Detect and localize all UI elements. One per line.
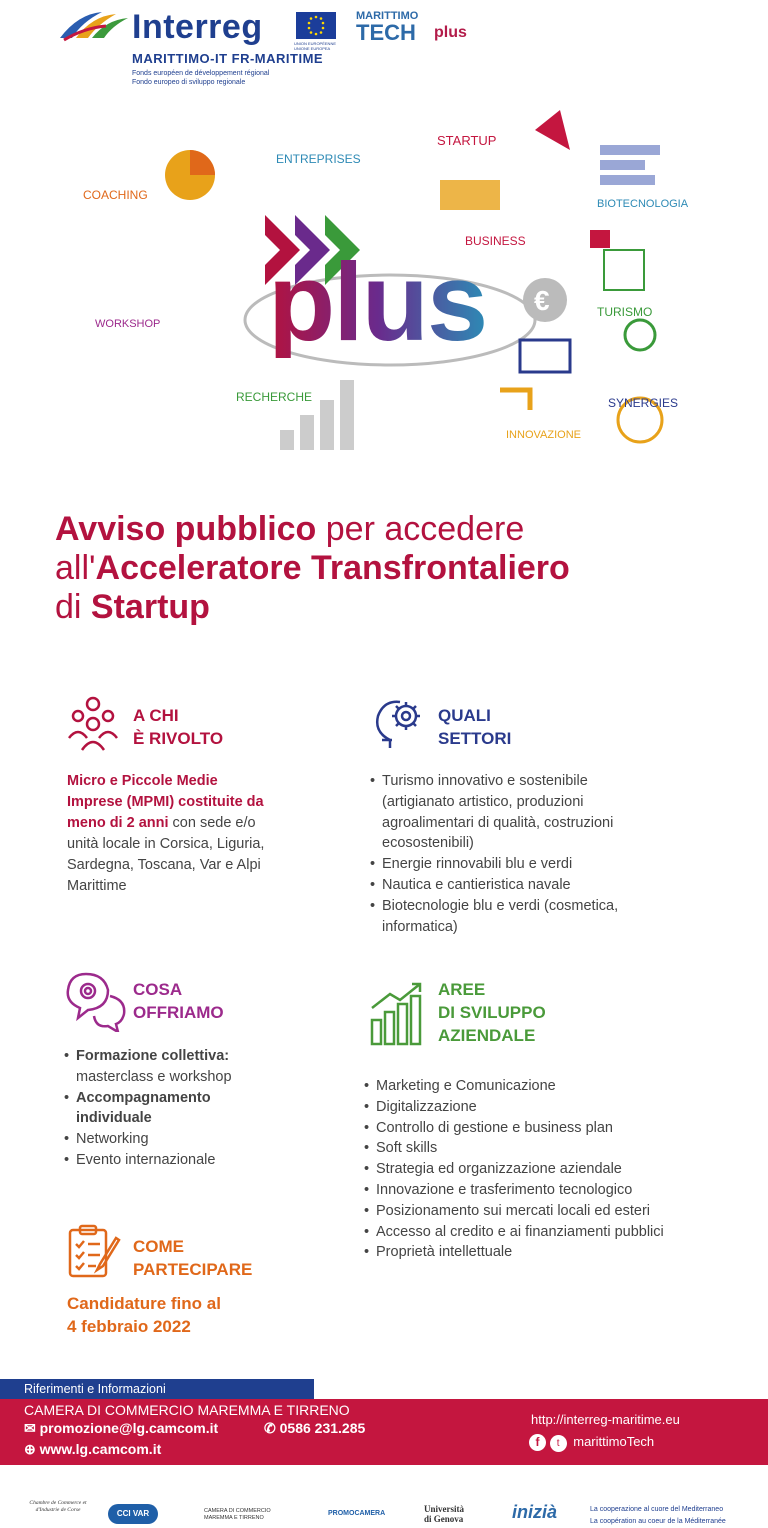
aree-heading-1: AREE: [438, 980, 486, 999]
aree-heading-3: AZIENDALE: [438, 1026, 536, 1045]
list-item: [64, 1088, 284, 1130]
logo-cci-var: CCI VAR: [108, 1504, 158, 1524]
title-bold-3: Startup: [90, 588, 210, 626]
partecipare-heading-1: COME: [133, 1237, 184, 1256]
aree-heading: [438, 978, 546, 1047]
marittimo-label: MARITTIMO: [356, 10, 419, 22]
list-item: • Strategia ed organizzazione aziendale: [364, 1159, 724, 1180]
hero-word-synergies: SYNERGIES: [608, 396, 679, 410]
chi-heading-1: A CHI: [133, 706, 179, 725]
title-bold-1: Avviso pubblico: [55, 510, 317, 548]
page-title: [55, 510, 745, 627]
settori-heading-2: SETTORI: [438, 729, 512, 748]
list-item: • Evento internazionale: [64, 1150, 284, 1171]
list-item: • Innovazione e trasferimento tecnologico: [364, 1180, 724, 1201]
social-row[interactable]: [529, 1434, 654, 1452]
offriamo-heading-2: OFFRIAMO: [133, 1003, 224, 1022]
list-item: • Digitalizzazione: [364, 1097, 724, 1118]
unige-line-1: Università: [424, 1504, 464, 1514]
deadline-line-1: Candidature fino al: [67, 1294, 221, 1313]
aree-heading-2: DI SVILUPPO: [438, 1003, 546, 1022]
title-pre-3: di: [55, 588, 91, 626]
list-item: • Energie rinnovabili blu e verdi: [370, 854, 640, 875]
logo-camcom: CAMERA DI COMMERCIO MAREMMA E TIRRENO: [204, 1508, 271, 1521]
hero-euro-sign: €: [534, 285, 550, 316]
fund-it: Fondo europeo di sviluppo regionale: [132, 79, 246, 86]
hero-word-startup: STARTUP: [437, 133, 497, 148]
offriamo-heading: [133, 978, 224, 1024]
email-row[interactable]: [24, 1420, 218, 1437]
hero-word-biotecnologia: BIOTECNOLOGIA: [597, 198, 689, 210]
deadline: [67, 1292, 221, 1338]
eu-flag: [296, 12, 336, 39]
offriamo-item1-bold: Formazione collettiva:: [76, 1048, 230, 1064]
mail-icon: ✉: [24, 1420, 36, 1436]
list-item: [64, 1046, 284, 1088]
logo-inizia: inizià: [512, 1502, 558, 1522]
list-item: • Marketing e Comunicazione: [364, 1076, 724, 1097]
program-url[interactable]: http://interreg-maritime.eu: [531, 1412, 680, 1427]
offriamo-list: [64, 1046, 284, 1171]
list-item: • Biotecnologie blu e verdi (cosmetica, informatica): [370, 896, 640, 938]
plus-label: plus: [434, 24, 467, 41]
settori-heading-1: QUALI: [438, 706, 491, 725]
organisation-name: CAMERA DI COMMERCIO MAREMMA E TIRRENO: [24, 1402, 350, 1418]
hero-plus-word: plus: [268, 241, 487, 364]
list-item: • Turismo innovativo e sostenibile (artigianato artistico, produzioni agroalimentari di qualità, costruzioni ecosostenibili): [370, 771, 640, 854]
fund-fr: Fonds européen de développement régional: [132, 70, 270, 77]
twitter-icon[interactable]: t: [550, 1435, 567, 1452]
gear-bulb-icon: [368, 694, 428, 750]
aree-list: [364, 1076, 724, 1263]
chi-body: [67, 771, 267, 897]
fund-labels: [132, 69, 269, 87]
offriamo-item2-bold: Accompagnamento individuale: [76, 1089, 211, 1127]
hero-word-business: BUSINESS: [465, 234, 526, 248]
website-link[interactable]: www.lg.camcom.it: [39, 1441, 162, 1457]
title-rest-1: per accedere: [316, 510, 525, 548]
hero-word-workshop: WORKSHOP: [95, 318, 161, 330]
chi-heading: [133, 704, 223, 750]
list-item: • Soft skills: [364, 1138, 724, 1159]
title-pre-2: all': [55, 549, 96, 587]
tagline-fr: La coopération au coeur de la Méditerranée: [590, 1518, 726, 1525]
logo-unige: [424, 1504, 464, 1524]
programme-name: MARITTIMO-IT FR-MARITIME: [132, 51, 324, 66]
hero-word-innovazione: INNOVAZIONE: [506, 429, 581, 441]
title-bold-2: Acceleratore Transfrontaliero: [95, 549, 570, 587]
deadline-line-2: 4 febbraio 2022: [67, 1317, 191, 1336]
phone-row[interactable]: [264, 1420, 365, 1437]
hero-word-turismo: TURISMO: [597, 305, 653, 319]
contact-bar: [0, 1399, 768, 1465]
list-item: • Nautica e cantieristica navale: [370, 875, 640, 896]
list-item: • Posizionamento sui mercati locali ed esteri: [364, 1201, 724, 1222]
offriamo-heading-1: COSA: [133, 980, 183, 999]
hero-word-recherche: RECHERCHE: [236, 390, 313, 404]
cooperation-tagline: [590, 1504, 726, 1528]
growth-chart-icon: [368, 980, 428, 1046]
settori-heading: [438, 704, 511, 750]
list-item: • Networking: [64, 1129, 284, 1150]
logo-promocamera: PROMOCAMERA: [328, 1510, 386, 1517]
unige-line-2: di Genova: [424, 1514, 464, 1524]
references-label: Riferimenti e Informazioni: [0, 1379, 314, 1399]
tech-label: TECH: [356, 20, 416, 45]
chat-gear-icon: [64, 970, 128, 1032]
list-item: • Proprietà intellettuale: [364, 1242, 724, 1263]
phone-number[interactable]: 0586 231.285: [279, 1420, 366, 1436]
logo-cci-corse: Chambre de Commerce et d'Industrie de Corse: [29, 1500, 87, 1513]
phone-icon: ✆: [264, 1420, 276, 1436]
tagline-it: La cooperazione al cuore del Mediterraneo: [590, 1506, 724, 1513]
list-item: • Accesso al credito e ai finanziamenti pubblici: [364, 1222, 724, 1243]
chi-body-bold: Micro e Piccole Medie Imprese (MPMI) costituite da meno di 2 anni: [67, 773, 264, 831]
list-item: • Controllo di gestione e business plan: [364, 1118, 724, 1139]
chi-body-rest: con sede e/o unità locale in Corsica, Liguria, Sardegna, Toscana, Var e Alpi Marittime: [67, 815, 265, 894]
hero-word-entreprises: ENTREPRISES: [276, 152, 361, 166]
interreg-logo-text: Interreg: [132, 8, 263, 46]
chi-heading-2: È RIVOLTO: [133, 729, 224, 748]
eu-label: UNION EUROPÉENNE UNIONE EUROPEA: [294, 41, 337, 51]
interreg-swoosh-icon: [58, 8, 130, 42]
social-handle[interactable]: marittimoTech: [573, 1434, 655, 1449]
settori-list: [370, 771, 640, 937]
clipboard-checklist-icon: [66, 1224, 122, 1280]
facebook-icon[interactable]: f: [529, 1434, 546, 1451]
globe-icon: ⊕: [24, 1441, 36, 1457]
partecipare-heading: [133, 1235, 252, 1281]
hero-word-coaching: COACHING: [83, 188, 148, 202]
offriamo-item1-rest: masterclass e workshop: [76, 1068, 232, 1085]
email-link[interactable]: promozione@lg.camcom.it: [39, 1420, 219, 1436]
website-row[interactable]: [24, 1441, 161, 1458]
people-group-icon: [64, 694, 122, 752]
partecipare-heading-2: PARTECIPARE: [133, 1260, 253, 1279]
